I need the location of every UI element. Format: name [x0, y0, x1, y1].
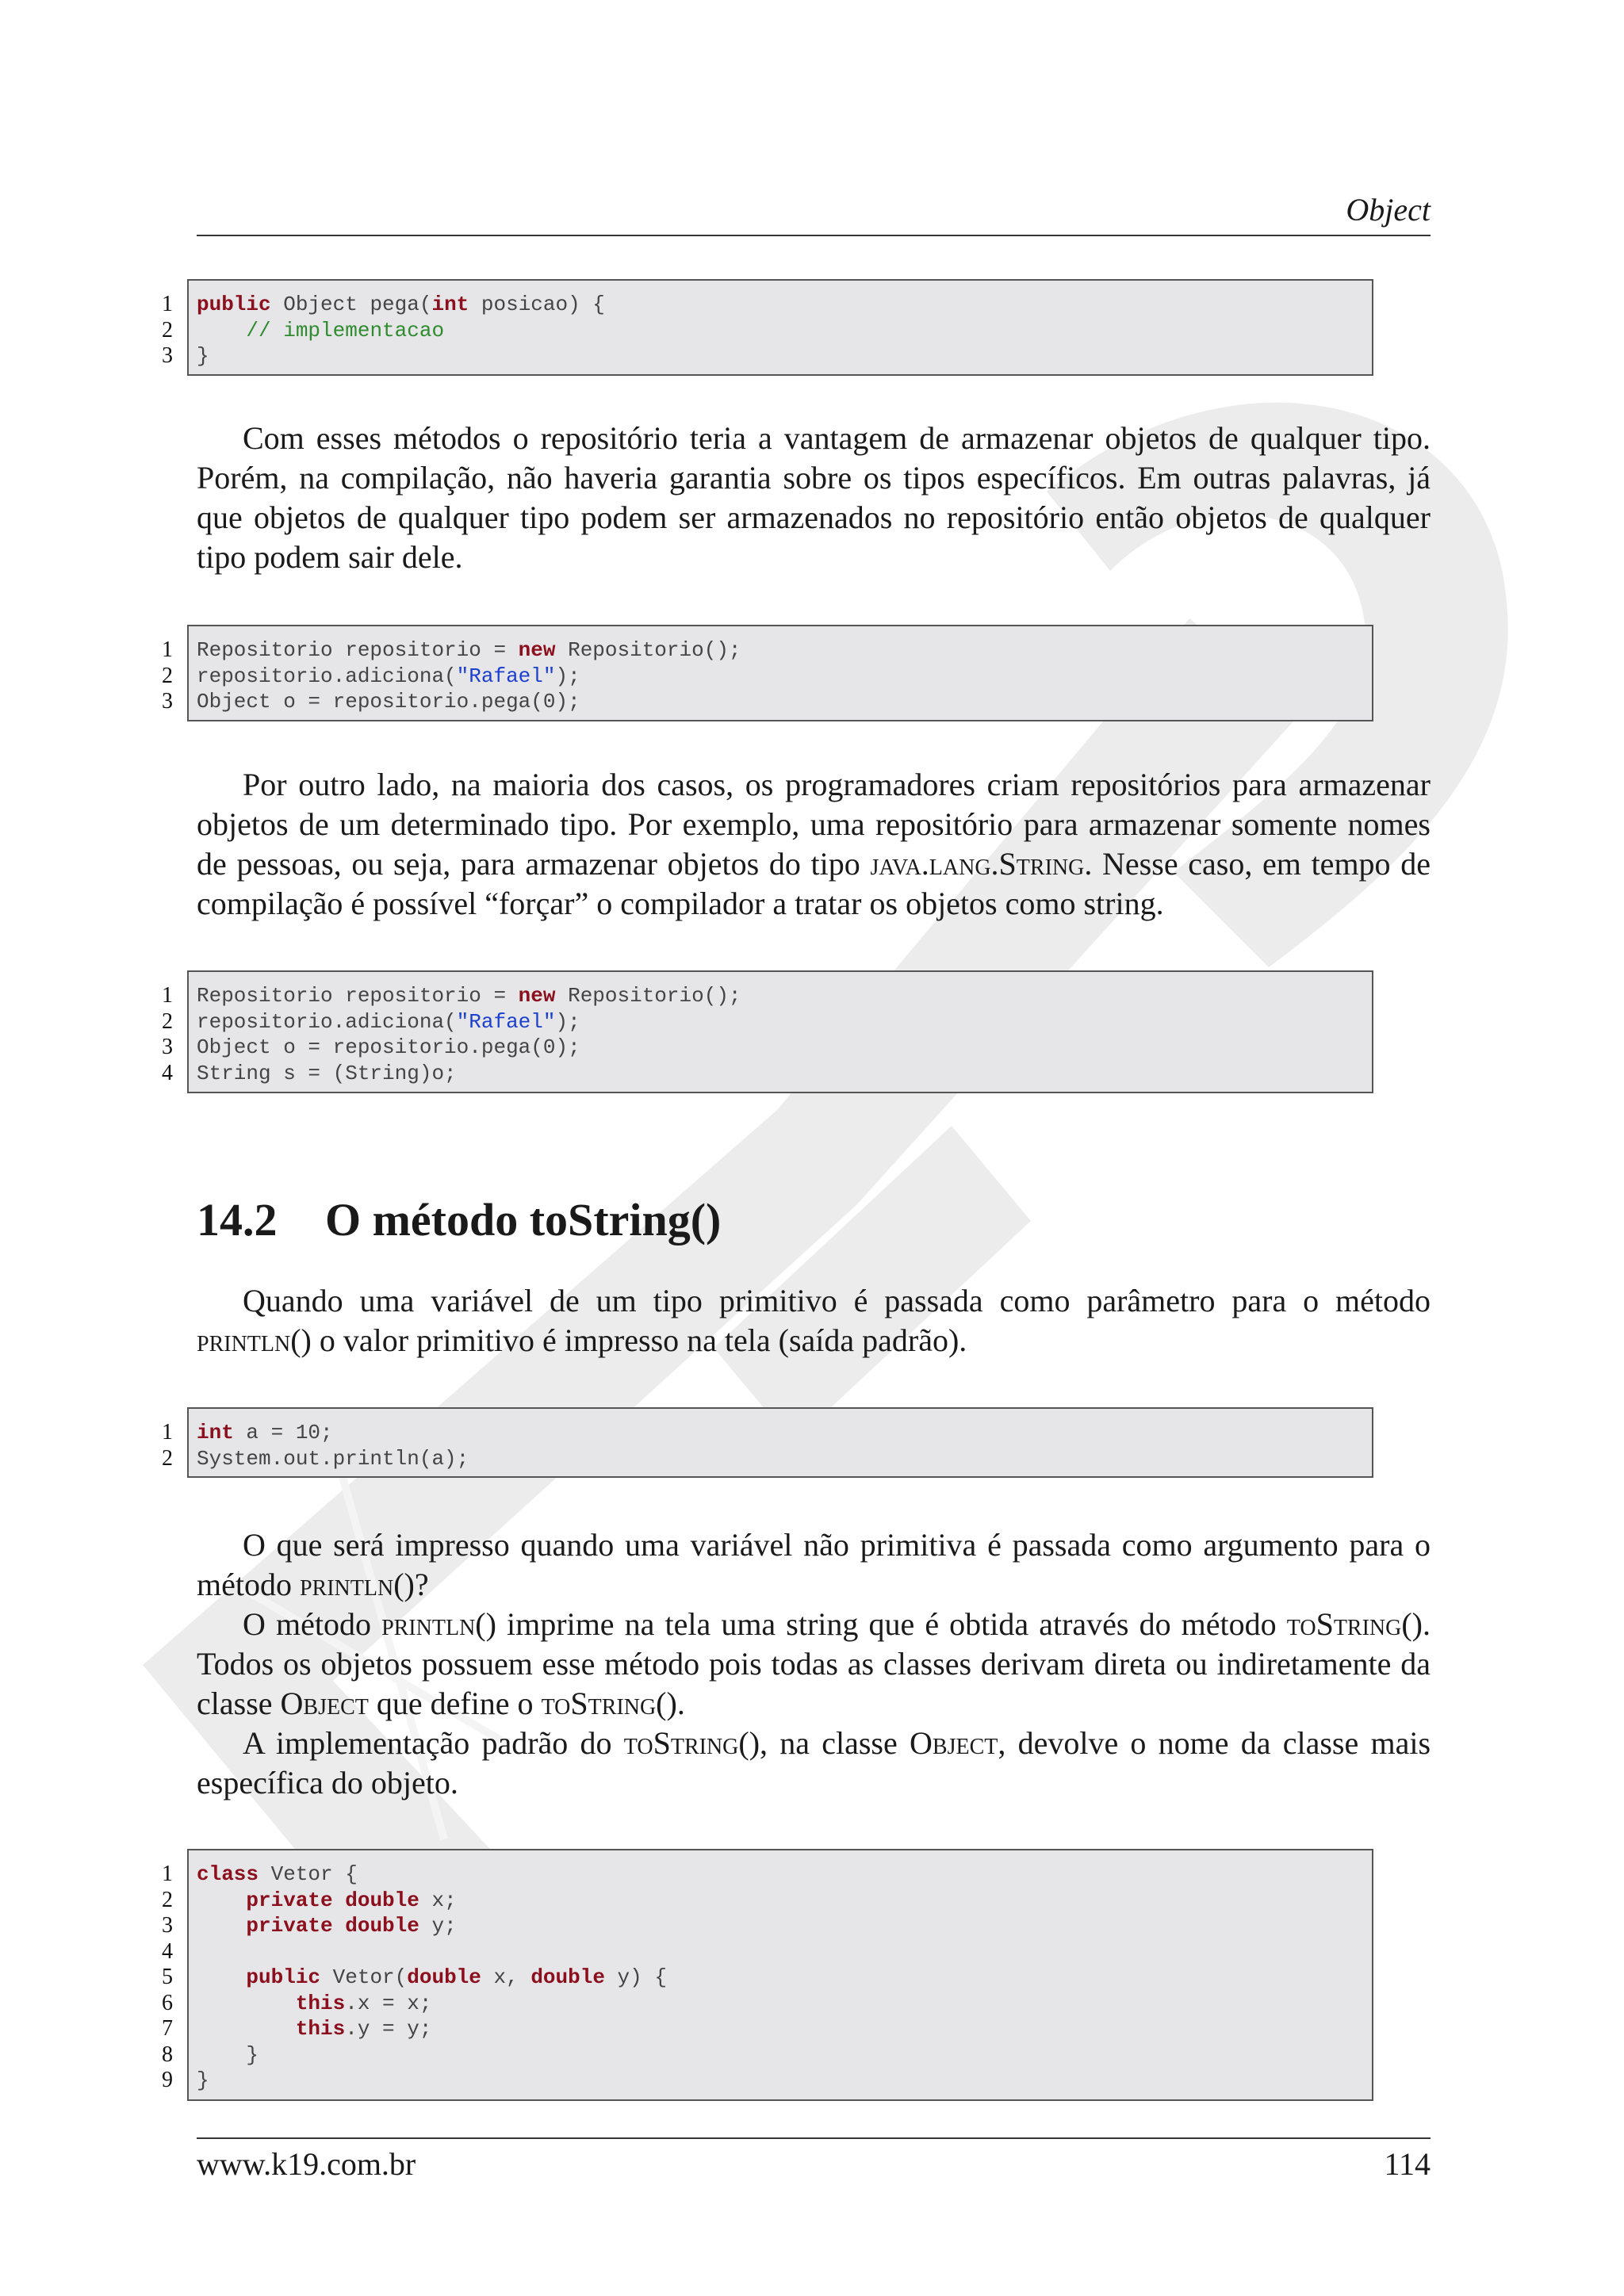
code-text: Object o = repositorio.pega(0);	[197, 690, 580, 714]
code-text	[197, 2017, 296, 2041]
code-string: "Rafael"	[456, 1009, 556, 1034]
code-keyword: public	[246, 1965, 321, 1989]
line-number: 8	[162, 2042, 173, 2067]
code-text: Object o = repositorio.pega(0);	[197, 1035, 580, 1059]
line-number: 9	[162, 2068, 173, 2092]
line-number: 2	[162, 1887, 173, 1912]
code-keyword: int	[197, 1421, 234, 1445]
section-title: O método toString()	[325, 1194, 722, 1246]
footer-rule	[197, 2137, 1431, 2139]
header-title: Object	[1346, 192, 1431, 228]
code-line	[162, 1008, 1372, 1035]
code-block-3	[162, 970, 1373, 1093]
inline-method-name: toString	[1286, 1606, 1402, 1642]
text: O que será impresso quando uma variável não primitiva é passada como argumento para o método	[197, 1527, 1431, 1602]
line-number: 3	[162, 1913, 173, 1938]
code-string: "Rafael"	[456, 664, 556, 688]
code-line	[162, 2042, 1372, 2068]
line-number: 2	[162, 1008, 173, 1034]
code-keyword: double	[407, 1965, 481, 1989]
code-text: Vetor {	[259, 1862, 358, 1886]
code-keyword: class	[197, 1862, 259, 1886]
code-text: }	[197, 2042, 259, 2067]
code-block-2	[162, 625, 1373, 721]
line-number: 3	[162, 1035, 173, 1059]
line-number: 6	[162, 1990, 173, 2015]
code-keyword: this	[295, 1991, 346, 2015]
code-block-1	[162, 279, 1373, 376]
code-keyword: new	[518, 638, 556, 662]
code-line	[162, 1060, 1372, 1087]
paragraph-2-text-a: Por outro lado, na maioria dos casos, os programadores criam repositórios para armazenar objetos de um determinado tipo. Por exemplo, uma repositório para armazenar somente nomes de pessoas, ou seja, para armazenar objetos do tipo	[197, 767, 1431, 882]
line-number: 1	[162, 1420, 173, 1445]
code-text: .y = y;	[345, 2017, 432, 2041]
code-text: );	[555, 664, 580, 688]
code-line	[162, 1938, 1372, 1965]
line-number: 3	[162, 689, 173, 714]
code-text	[333, 1888, 346, 1912]
code-block-5	[162, 1849, 1373, 2101]
inline-method-name: toString	[541, 1686, 657, 1721]
code-text: String s = (String)o;	[197, 1061, 457, 1085]
code-line	[162, 2016, 1372, 2042]
code-text: }	[197, 344, 209, 368]
paragraph-3-text-a: Quando uma variável de um tipo primitivo é passada como parâmetro para o método	[243, 1283, 1431, 1318]
line-number: 1	[162, 1862, 173, 1886]
code-text: Repositorio repositorio =	[197, 984, 519, 1008]
code-text: x,	[481, 1965, 531, 1989]
line-number: 2	[162, 317, 173, 342]
code-keyword: this	[295, 2017, 346, 2041]
paragraph-3-text-b: () o valor primitivo é impresso na tela (saída padrão).	[290, 1322, 967, 1358]
paragraph-1	[197, 419, 1431, 577]
line-number: 2	[162, 1445, 173, 1471]
code-text	[197, 1914, 246, 1938]
line-number: 3	[162, 343, 173, 368]
code-text: y) {	[604, 1965, 667, 1989]
text: () imprime na tela uma string que é obtida através do método	[475, 1606, 1287, 1642]
inline-method-name: println	[381, 1606, 476, 1642]
paragraph-4-line-1	[197, 1525, 1431, 1605]
inline-method-name: toString	[623, 1725, 739, 1761]
footer-url[interactable]: www.k19.com.br	[197, 2146, 416, 2182]
section-heading	[197, 1193, 721, 1246]
text: , devolve o nome da classe mais específica do objeto.	[197, 1725, 1431, 1800]
code-text	[197, 1965, 246, 1989]
line-number: 5	[162, 1965, 173, 1989]
paragraph-4-line-3	[197, 1724, 1431, 1803]
code-keyword: int	[431, 293, 469, 316]
text: A implementação padrão do	[243, 1725, 624, 1761]
code-text: posicao) {	[469, 293, 605, 316]
paragraph-4	[197, 1525, 1431, 1803]
code-line	[162, 663, 1372, 690]
paragraph-1-text: Com esses métodos o repositório teria a vantagem de armazenar objetos de qualquer tipo. Porém, na compilação, não haveria garantia sobre os tipos específicos. Em outras palavras, já que objetos de qualquer tipo podem ser armazenados no repositório então objetos de qualquer tipo podem sair dele.	[197, 420, 1431, 575]
paragraph-4-line-2	[197, 1605, 1431, 1724]
code-keyword: double	[345, 1914, 419, 1938]
code-line	[162, 1965, 1372, 1991]
code-text: }	[197, 2068, 209, 2092]
inline-method-name: println	[299, 1567, 394, 1602]
code-keyword: private	[246, 1888, 333, 1912]
paragraph-2-text-b: . Nesse caso, em tempo de compilação é possível “forçar” o compilador a tratar os objetos como string.	[197, 846, 1431, 921]
code-line	[162, 1990, 1372, 2017]
text: que define o	[368, 1686, 542, 1721]
code-text: repositorio.adiciona(	[197, 664, 457, 688]
code-text: .x = x;	[345, 1991, 432, 2015]
code-block-4	[162, 1407, 1373, 1478]
section-number: 14.2	[197, 1194, 278, 1246]
code-text: a = 10;	[233, 1421, 333, 1445]
text: (). Todos os objetos possuem esse método pois todas as classes derivam direta ou indiretamente da classe	[197, 1606, 1431, 1721]
page-number: 114	[1384, 2146, 1431, 2182]
code-line	[162, 343, 1372, 369]
code-text	[197, 1888, 246, 1912]
code-keyword: double	[345, 1888, 419, 1912]
code-text: y;	[419, 1914, 457, 1938]
code-text: repositorio.adiciona(	[197, 1009, 457, 1034]
code-line	[162, 689, 1372, 715]
line-number: 2	[162, 663, 173, 688]
code-line	[162, 1035, 1372, 1061]
line-number: 1	[162, 292, 173, 316]
inline-class-name: Object	[910, 1725, 998, 1761]
text: ().	[656, 1686, 685, 1721]
code-line	[162, 1862, 1372, 1888]
code-text: Object pega(	[270, 293, 432, 316]
line-number: 1	[162, 983, 173, 1008]
inline-class-name: java.lang.String	[870, 846, 1085, 882]
paragraph-2	[197, 765, 1431, 924]
code-line	[162, 317, 1372, 344]
line-number: 4	[162, 1938, 173, 1964]
code-line	[162, 1445, 1372, 1472]
line-number: 1	[162, 637, 173, 662]
code-text: Repositorio();	[555, 638, 741, 662]
code-keyword: new	[518, 984, 556, 1008]
code-line	[162, 2068, 1372, 2094]
code-keyword: double	[530, 1965, 605, 1989]
code-line	[162, 983, 1372, 1009]
running-header	[197, 190, 1431, 236]
inline-method-name: println	[197, 1322, 291, 1358]
code-keyword: public	[197, 293, 271, 316]
line-number: 4	[162, 1060, 173, 1085]
code-text	[333, 1914, 346, 1938]
text: O método	[243, 1606, 382, 1642]
text: ()?	[393, 1567, 429, 1602]
code-text: Vetor(	[320, 1965, 408, 1989]
code-line	[162, 637, 1372, 664]
code-keyword: private	[246, 1914, 333, 1938]
paragraph-3	[197, 1281, 1431, 1360]
code-text: System.out.println(a);	[197, 1446, 469, 1471]
inline-class-name: Object	[280, 1686, 369, 1721]
text: (), na classe	[738, 1725, 910, 1761]
code-line	[162, 1420, 1372, 1446]
code-text: Repositorio();	[555, 984, 741, 1008]
code-line	[162, 1913, 1372, 1939]
code-line	[162, 292, 1372, 318]
code-comment: // implementacao	[246, 318, 445, 342]
code-text: x;	[419, 1888, 457, 1912]
code-text	[197, 319, 246, 342]
code-text: );	[555, 1009, 580, 1034]
code-text: Repositorio repositorio =	[197, 638, 519, 662]
code-line	[162, 1887, 1372, 1914]
code-text	[197, 1992, 296, 2015]
line-number: 7	[162, 2016, 173, 2041]
